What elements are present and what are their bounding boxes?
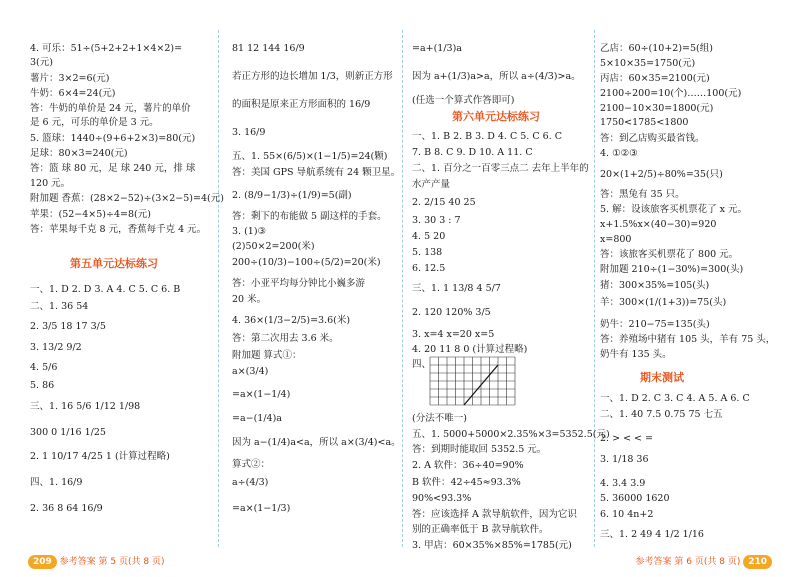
answer-line: 4. 5/6 [30,362,58,373]
section-heading: 第五单元达标练习 [70,257,158,270]
answer-line: 若正方形的边长增加 1/3，则新正方形 [232,71,393,82]
answer-line: 200÷(10/3)−100÷(5/2)=20(米) [232,257,381,268]
answer-line: 6. 10 4n+2 [600,509,654,520]
answer-line: 答：养殖场中猪有 105 头，羊有 75 头， [600,334,776,345]
answer-line: 3. 13/2 9/2 [30,342,82,353]
answer-line: 苹果：(52−4×5)÷4=8(元) [30,209,151,220]
answer-line: 丙店：60×35=2100(元) [600,73,710,84]
footer-text: 参考答案 第 6 页(共 8 页) [635,557,741,567]
answer-line: 4. 3.4 3.9 [600,478,646,489]
answer-line: a÷(4/3) [232,477,269,488]
answer-line: 答：第二次用去 3.6 米。 [232,333,339,344]
answer-line: 4. 5 20 [412,231,446,242]
answer-line: 答：美国 GPS 导航系统有 24 颗卫星。 [232,167,401,178]
answer-line: =a×(1−1/4) [232,389,291,400]
answer-line: 二、1. 40 7.5 0.75 75 七五 [600,409,723,420]
answer-line: 5. 36000 1620 [600,493,670,504]
answer-line: 2. 1 10/17 4/25 1 (计算过程略) [30,451,170,462]
answer-line: 120 元。 [30,178,71,189]
answer-line: 答：应该选择 A 款导航软件，因为它识 [412,509,577,520]
answer-line: 答：该旅客买机票花了 800 元。 [600,249,739,260]
answer-line: 4. 20 11 8 0 (计算过程略) [412,344,528,355]
answer-line: (2)50×2=200(米) [232,241,315,252]
answer-line: 答：黑兔有 35 只。 [600,189,685,200]
answer-line: 答：到期时能取回 5352.5 元。 [412,444,547,455]
answer-line: 答：剩下的布能做 5 副这样的手套。 [232,211,387,222]
column-divider [402,30,403,547]
answer-line: 羊：300×(1/(1+3))=75(头) [600,297,727,308]
section-heading: 期末测试 [640,371,684,384]
answer-line: a×(3/4) [232,366,269,377]
answer-line: 20×(1+2/5)÷80%=35(只) [600,169,723,180]
answer-line: 3. (1)③ [232,226,267,237]
answer-line: 答：到乙店购买最省钱。 [600,133,705,144]
answer-line: 附加题 210÷(1−30%)=300(头) [600,264,744,275]
answer-line: 薯片：3×2=6(元) [30,73,110,84]
answer-line: 4. ①②③ [600,148,638,159]
footer-text: 参考答案 第 5 页(共 8 页) [59,557,165,567]
answer-line: 5×10×35=1750(元) [600,58,696,69]
page-number: 209 [28,555,57,569]
answer-line: 因为 a+(1/3)a>a，所以 a÷(4/3)>a。 [412,71,581,82]
answer-line: 是 6 元，可乐的单价是 3 元。 [30,117,159,128]
answer-line: 2. 120 120% 3/5 [412,307,491,318]
answer-line: 6. 12.5 [412,263,446,274]
answer-line: 2. (8/9−1/3)÷(1/9)=5(副) [232,190,352,201]
answer-line: 2. 36 8 64 16/9 [30,503,103,514]
answer-line: 因为 a−(1/4)a<a，所以 a×(3/4)<a。 [232,437,401,448]
answer-line: 猪：300×35%=105(头) [600,280,710,291]
answer-line: 答：小亚平均每分钟比小巍多游 [232,278,366,289]
answer-line: x+1.5%x×(40−30)=920 [600,219,717,230]
answer-line: 4. 36×(1/3−2/5)=3.6(米) [232,315,351,326]
answer-line: 三、1. 2 49 4 1/2 1/16 [600,529,704,540]
answer-line: (任选一个算式作答即可) [412,95,515,106]
answer-line: 3(元) [30,57,53,68]
answer-line: 三、1. 16 5/6 1/12 1/98 [30,401,141,412]
answer-line: 300 0 1/16 1/25 [30,427,106,438]
answer-line: 答：牛奶的单价是 24 元，薯片的单价 [30,103,191,114]
answer-line: 答：苹果每千克 8 元，香蕉每千克 4 元。 [30,224,207,235]
answer-line: 2100÷200=10(个)……100(元) [600,88,742,99]
answer-line: 81 12 144 16/9 [232,43,305,54]
answer-line: 五、1. 5000+5000×2.35%×3=5352.5(元) [412,429,610,440]
answer-line: 算式②： [232,459,271,470]
column-divider [218,30,219,547]
answer-line: 五、1. 55×(6/5)×(1−1/5)=24(颗) [232,151,388,162]
answer-line: 三、1. 1 13/8 4 5/7 [412,283,501,294]
answer-line: =a×(1−1/3) [232,503,291,514]
footer-right [636,554,772,569]
answer-line: 5. 138 [412,247,443,258]
grid-diagram [428,355,518,407]
answer-line: 4. 可乐：51÷(5+2+2+1×4×2)= [30,43,183,54]
answer-line: 一、1. B 2. B 3. D 4. C 5. C 6. C [412,131,562,142]
answer-line: 2. 2/15 40 25 [412,197,476,208]
answer-line: 一、1. D 2. C 3. C 4. A 5. A 6. C [600,393,750,404]
answer-line: 3. 30 3 : 7 [412,215,461,226]
answer-line: x=800 [600,234,632,245]
answer-line: 一、1. D 2. D 3. A 4. C 5. C 6. B [30,284,181,295]
answer-line: 牛奶：6×4=24(元) [30,88,116,99]
answer-line: 7. B 8. C 9. D 10. A 11. C [412,147,533,158]
answer-line: 20 米。 [232,294,267,305]
answer-line: 附加题 算式①： [232,350,302,361]
answer-line: =a+(1/3)a [412,43,462,54]
answer-line: B 软件：42÷45≈93.3% [412,477,521,488]
answer-line: 附加题 香蕉：(28×2−52)÷(3×2−5)=4(元) [30,193,224,204]
answer-line: 水产产量 [412,179,451,190]
answer-line: 的面积是原来正方形面积的 16/9 [232,99,371,110]
page-number: 210 [743,555,772,569]
answer-line: 奶牛：210−75=135(头) [600,319,710,330]
answer-line: 1750<1785<1800 [600,117,689,128]
answer-line: 5. 解：设该旅客买机票花了 x 元。 [600,204,747,215]
answer-line: 别的正确率低于 B 款导航软件。 [412,524,549,535]
answer-line: 2. 3/5 18 17 3/5 [30,321,106,332]
answer-line: 3. 16/9 [232,127,266,138]
answer-line: 二、1. 百分之一百零三点二 去年上半年的 [412,163,589,174]
answer-line: (分法不唯一) [412,413,467,424]
answer-line: 二、1. 36 54 [30,301,89,312]
section-heading: 第六单元达标练习 [452,110,540,123]
answer-line: 2100−10×30=1800(元) [600,103,714,114]
answer-line: 奶牛有 135 头。 [600,349,672,360]
answer-line: 答：篮 球 80 元，足 球 240 元，排 球 [30,163,196,174]
answer-line: 2. > < < = [600,433,653,444]
answer-line: 90%<93.3% [412,493,472,504]
column-divider [594,30,595,547]
answer-line: 四、 [412,359,432,370]
answer-line: 乙店：60÷(10+2)=5(组) [600,43,713,54]
answer-line: 5. 86 [30,380,55,391]
footer-left [28,554,164,569]
answer-line: 3. 1/18 36 [600,454,649,465]
answer-line: 3. x=4 x=20 x=5 [412,329,495,340]
answer-line: 2. A 软件：36÷40=90% [412,460,524,471]
answer-line: 3. 甲店：60×35%×85%=1785(元) [412,540,572,551]
answer-line: 5. 篮球：1440÷(9+6+2×3)=80(元) [30,133,196,144]
answer-line: 足球：80×3=240(元) [30,148,128,159]
answer-line: 四、1. 16/9 [30,477,83,488]
answer-line: =a−(1/4)a [232,413,282,424]
